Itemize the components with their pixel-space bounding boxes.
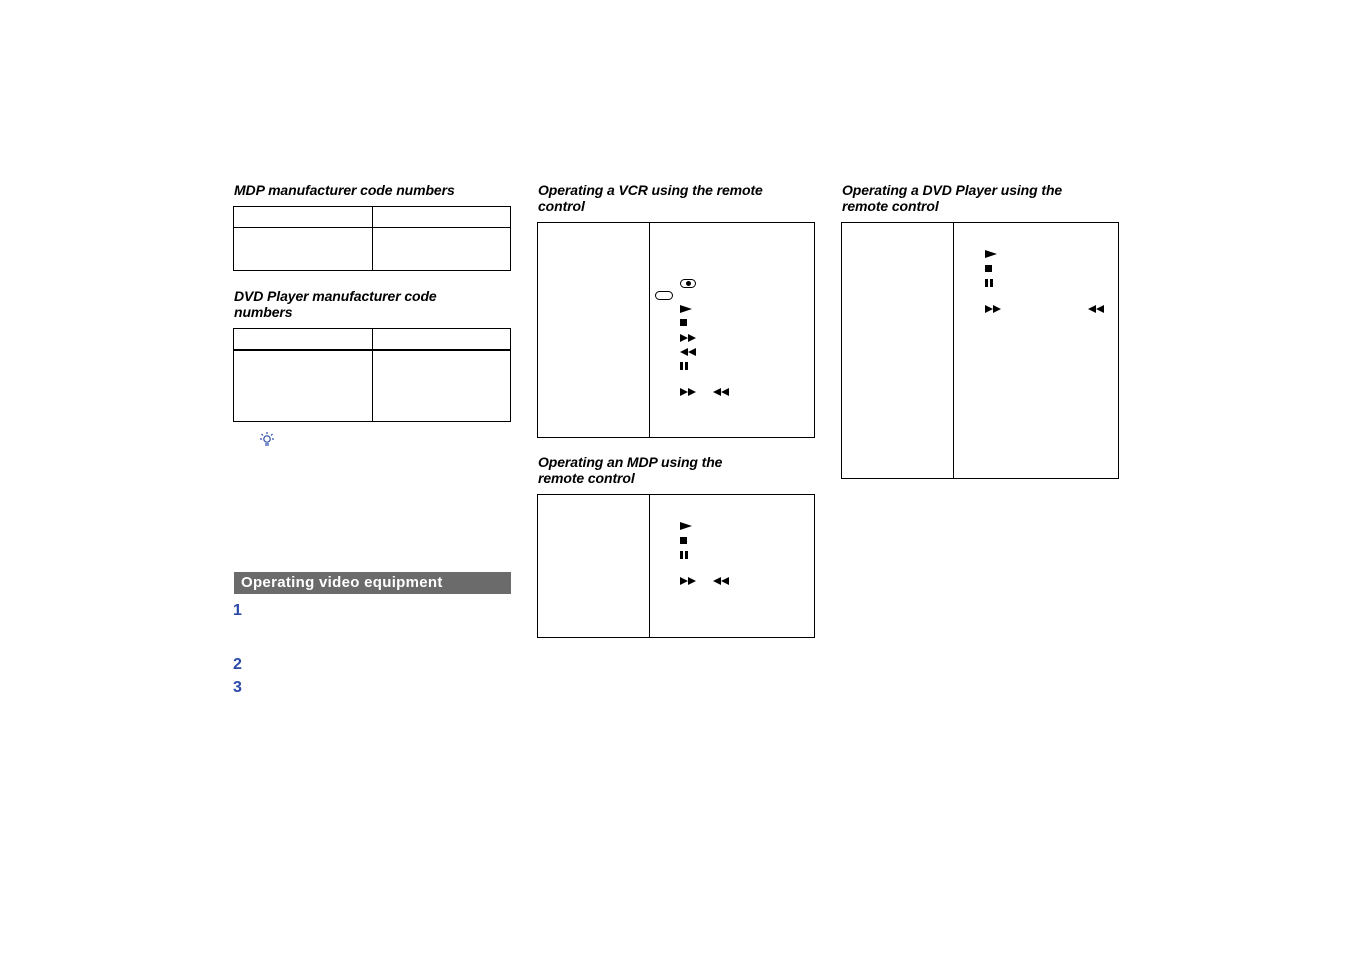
fast-forward-icon — [985, 305, 1003, 313]
oval-button-icon — [655, 291, 673, 300]
table-divider — [953, 223, 954, 478]
table-divider — [372, 329, 373, 421]
mdp-codes-heading: MDP manufacturer code numbers — [234, 182, 455, 198]
play-icon — [680, 522, 692, 530]
pause-icon — [985, 279, 993, 287]
dvd-operation-table — [841, 222, 1119, 479]
vcr-operation-table — [537, 222, 815, 438]
play-icon — [985, 250, 997, 258]
mdp-operation-table — [537, 494, 815, 638]
step-number-3: 3 — [233, 679, 242, 696]
vcr-heading-line1: Operating a VCR using the remote — [538, 182, 763, 198]
stop-icon — [680, 319, 687, 326]
mdp-operation-heading-line1: Operating an MDP using the — [538, 454, 723, 470]
step-number-2: 2 — [233, 656, 242, 673]
rewind-icon — [713, 388, 731, 396]
table-divider — [372, 207, 373, 270]
record-icon — [680, 279, 696, 288]
section-bar-operating-video-equipment: Operating video equipment — [234, 572, 511, 594]
dvd-operation-heading-line2: remote control — [842, 198, 939, 214]
step-number-1: 1 — [233, 602, 242, 619]
lightbulb-icon — [259, 431, 275, 447]
table-header-rule — [234, 349, 510, 351]
rewind-icon — [713, 577, 731, 585]
pause-icon — [680, 551, 688, 559]
table-header-rule — [234, 227, 510, 228]
play-icon — [680, 305, 692, 313]
stop-icon — [680, 537, 687, 544]
dvd-codes-heading-line2: numbers — [234, 304, 293, 320]
rewind-icon — [680, 348, 698, 356]
stop-icon — [985, 265, 992, 272]
mdp-operation-heading-line2: remote control — [538, 470, 635, 486]
fast-forward-icon — [680, 334, 698, 342]
vcr-heading-line2: control — [538, 198, 585, 214]
mdp-codes-table — [233, 206, 511, 271]
dvd-operation-heading-line1: Operating a DVD Player using the — [842, 182, 1063, 198]
table-divider — [649, 495, 650, 637]
dvd-codes-heading-line1: DVD Player manufacturer code — [234, 288, 437, 304]
dvd-codes-table — [233, 328, 511, 422]
rewind-icon — [1088, 305, 1106, 313]
fast-forward-icon — [680, 388, 698, 396]
pause-icon — [680, 362, 688, 370]
table-divider — [649, 223, 650, 437]
fast-forward-icon — [680, 577, 698, 585]
